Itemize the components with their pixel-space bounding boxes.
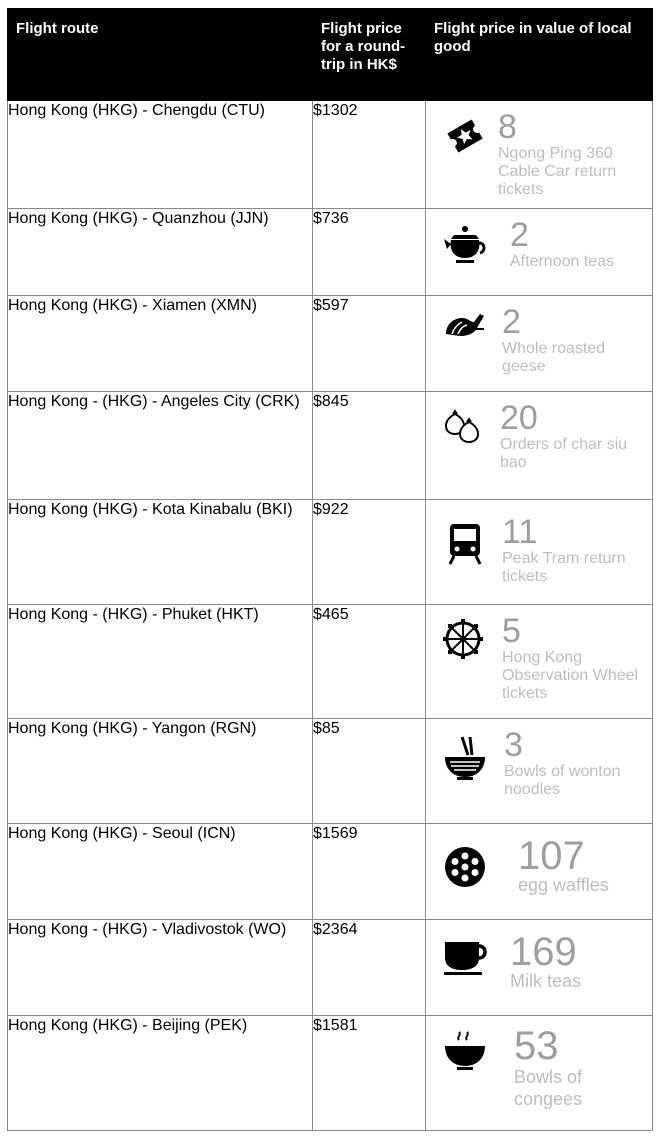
good-description: Hong Kong Observation Wheel tickets [502,649,639,702]
route-cell: Hong Kong (HKG) - Seoul (ICN) [8,824,313,920]
table-row [8,500,653,605]
good-count: 20 [500,399,538,437]
good-count: 11 [502,513,538,551]
good-cell [426,209,653,296]
tram-icon [442,520,488,566]
good-count: 2 [510,216,529,254]
table-row [8,920,653,1016]
good-count: 169 [510,930,577,974]
ticket-icon [442,113,488,159]
table-row [8,824,653,920]
good-count: 8 [498,108,517,146]
good-cell [426,101,653,209]
route-cell: Hong Kong - (HKG) - Phuket (HKT) [8,605,313,719]
header-route: Flight route [8,9,313,101]
header-row [8,9,653,101]
price-cell: $736 [313,209,426,296]
good-description: Milk teas [510,971,582,991]
good-cell [426,605,653,719]
price-cell: $1569 [313,824,426,920]
good-cell [426,500,653,605]
price-cell: $85 [313,719,426,824]
good-description: Bowls of wonton noodles [504,763,621,798]
congee-bowl-icon [442,1030,488,1076]
table-row [8,209,653,296]
good-cell [426,920,653,1016]
good-count: 2 [502,303,521,341]
teapot-icon [442,221,488,267]
route-cell: Hong Kong - (HKG) - Angeles City (CRK) [8,392,313,500]
table-row [8,101,653,209]
price-cell: $465 [313,605,426,719]
good-cell [426,719,653,824]
route-cell: Hong Kong (HKG) - Beijing (PEK) [8,1016,313,1131]
good-cell [426,296,653,392]
good-cell [426,824,653,920]
good-description: Bowls of congees [514,1067,583,1109]
good-description: Whole roasted geese [502,340,606,375]
route-cell: Hong Kong (HKG) - Chengdu (CTU) [8,101,313,209]
route-cell: Hong Kong (HKG) - Kota Kinabalu (BKI) [8,500,313,605]
route-cell: Hong Kong - (HKG) - Vladivostok (WO) [8,920,313,1016]
good-description: egg waffles [518,875,609,895]
good-description: Peak Tram return tickets [502,550,626,585]
good-count: 5 [502,612,521,650]
header-price: Flight price for a round-trip in HK$ [313,9,426,101]
tea-cup-icon [442,934,488,980]
flight-price-table [7,8,653,1131]
good-count: 107 [518,834,585,878]
table-row [8,296,653,392]
ferris-wheel-icon [440,617,486,663]
bao-icon [442,404,488,450]
price-cell: $1302 [313,101,426,209]
table-row [8,1016,653,1131]
roast-goose-icon [442,304,488,350]
egg-waffle-icon [442,844,488,890]
route-cell: Hong Kong (HKG) - Xiamen (XMN) [8,296,313,392]
good-count: 3 [504,726,523,764]
table-row [8,719,653,824]
header-good: Flight price in value of local good [426,9,653,101]
route-cell: Hong Kong (HKG) - Quanzhou (JJN) [8,209,313,296]
noodle-bowl-icon [442,735,488,781]
price-cell: $2364 [313,920,426,1016]
price-cell: $845 [313,392,426,500]
good-cell [426,1016,653,1131]
table-row [8,605,653,719]
good-description: Ngong Ping 360 Cable Car return tickets [498,145,617,198]
good-description: Orders of char siu bao [500,436,628,471]
price-cell: $597 [313,296,426,392]
good-count: 53 [514,1024,559,1068]
price-cell: $1581 [313,1016,426,1131]
route-cell: Hong Kong (HKG) - Yangon (RGN) [8,719,313,824]
price-cell: $922 [313,500,426,605]
good-cell [426,392,653,500]
table-row [8,392,653,500]
good-description: Afternoon teas [510,253,615,270]
